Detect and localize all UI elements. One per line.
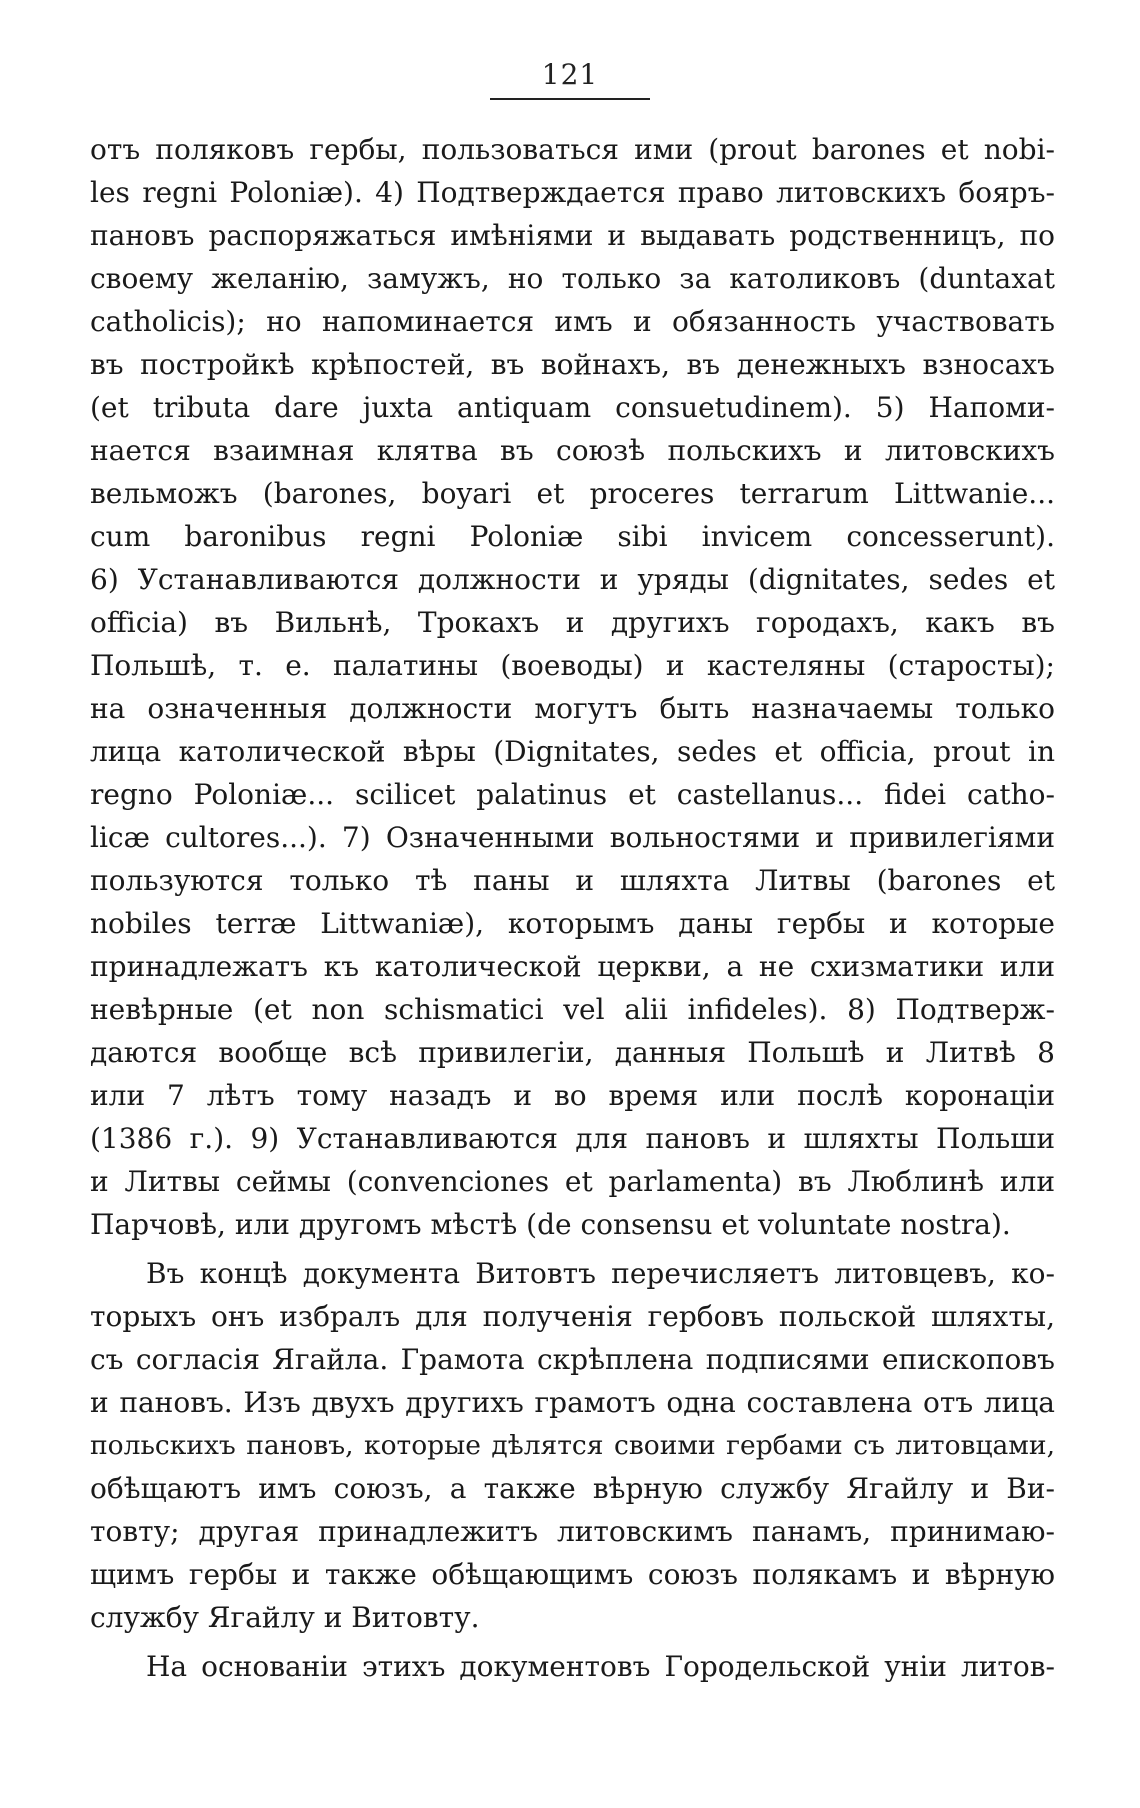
text-line: на означенныя должности могутъ быть назначаемы только (90, 692, 1055, 725)
text-line: Въ концѣ документа Витовтъ перечисляетъ литовцевъ, ко- (146, 1257, 1055, 1290)
text-line: службу Ягайлу и Витовту. (90, 1601, 480, 1634)
text-line: nobiles terræ Littwaniæ), которымъ даны гербы и которые (90, 907, 1055, 940)
text-line: щимъ гербы и также обѣщающимъ союзъ полякамъ и вѣрную (90, 1558, 1055, 1591)
text-line: (1386 г.). 9) Устанавливаются для пановъ и шляхты Польши (90, 1122, 1055, 1155)
text-line: les regni Poloniæ). 4) Подтверждается право литовскихъ бояръ- (90, 176, 1055, 209)
text-line: въ постройкѣ крѣпостей, въ войнахъ, въ денежныхъ взносахъ (90, 348, 1055, 381)
text-line: cum baronibus regni Poloniæ sibi invicem concesserunt). (90, 520, 1055, 553)
text-line: (et tributa dare juxta antiquam consuetudinem). 5) Напоми- (90, 391, 1055, 424)
text-line: обѣщаютъ имъ союзъ, а также вѣрную службу Ягайлу и Ви- (90, 1472, 1055, 1505)
text-line: товту; другая принадлежитъ литовскимъ панамъ, принимаю- (90, 1515, 1055, 1548)
text-line: officia) въ Вильнѣ, Трокахъ и другихъ городахъ, какъ въ (90, 606, 1055, 639)
text-line: вельможъ (barones, boyari et proceres terrarum Littwanie... (90, 477, 1055, 510)
paragraph-2 (90, 1252, 1055, 1639)
text-line: regno Poloniæ... scilicet palatinus et castellanus... fidei catho- (90, 778, 1055, 811)
text-line: пользуются только тѣ паны и шляхта Литвы (barones et (90, 864, 1055, 897)
text-line: нается взаимная клятва въ союзѣ польскихъ и литовскихъ (90, 434, 1055, 467)
paragraph-1 (90, 128, 1055, 1246)
text-line: невѣрные (et non schismatici vel alii infideles). 8) Подтверж- (90, 993, 1055, 1026)
text-line: своему желанію, замужъ, но только за католиковъ (duntaxat (90, 262, 1055, 295)
text-line: принадлежатъ къ католической церкви, а не схизматики или (90, 950, 1055, 983)
page-number-rule (490, 98, 650, 100)
text-line: торыхъ онъ избралъ для полученія гербовъ польской шляхты, (90, 1300, 1055, 1333)
text-line: licæ cultores...). 7) Означенными вольностями и привилегіями (90, 821, 1055, 854)
page-number: 121 (541, 58, 599, 91)
text-line: и Литвы сеймы (convenciones et parlamenta) въ Люблинѣ или (90, 1165, 1055, 1198)
text-line: и пановъ. Изъ двухъ другихъ грамотъ одна составлена отъ лица (90, 1386, 1055, 1419)
paragraph-3 (90, 1645, 1055, 1688)
text-line: даются вообще всѣ привилегіи, данныя Польшѣ и Литвѣ 8 (90, 1036, 1055, 1069)
text-line: На основаніи этихъ документовъ Городельской уніи литов- (146, 1650, 1055, 1683)
body-text (90, 128, 1055, 1688)
text-line: catholicis); но напоминается имъ и обязанность участвовать (90, 305, 1055, 338)
text-line: 6) Устанавливаются должности и уряды (dignitates, sedes et (90, 563, 1055, 596)
text-line: пановъ распоряжаться имѣніями и выдавать родственницъ, по (90, 219, 1055, 252)
text-line: съ согласія Ягайла. Грамота скрѣплена подписями епископовъ (90, 1343, 1055, 1376)
text-line: Парчовѣ, или другомъ мѣстѣ (de consensu et voluntate nostra). (90, 1208, 1011, 1241)
text-line: или 7 лѣтъ тому назадъ и во время или послѣ коронаціи (90, 1079, 1055, 1112)
text-line: лица католической вѣры (Dignitates, sedes et officia, prout in (90, 735, 1055, 768)
text-line: отъ поляковъ гербы, пользоваться ими (prout barones et nobi- (90, 133, 1055, 166)
text-line: Польшѣ, т. е. палатины (воеводы) и кастеляны (старосты); (90, 649, 1055, 682)
text-line: польскихъ пановъ, которые дѣлятся своими гербами съ литовцами, (90, 1430, 1055, 1461)
